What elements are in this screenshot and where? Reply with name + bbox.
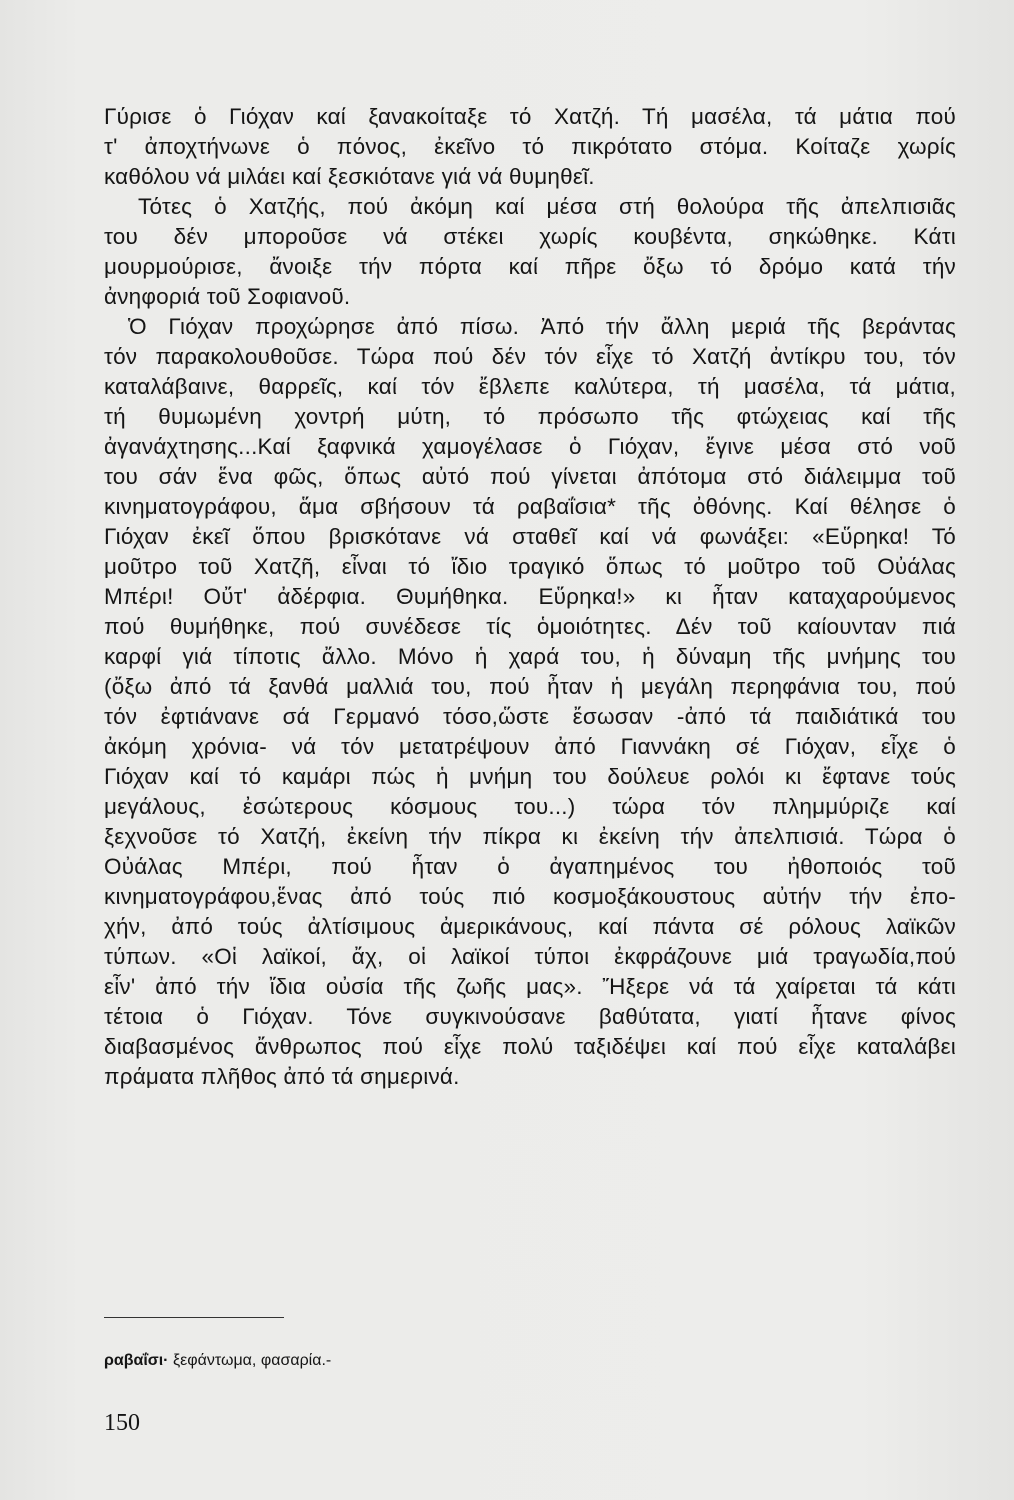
footnote-term: ραβαΐσι· [104, 1352, 169, 1369]
footnote-divider [104, 1317, 284, 1318]
text-line: πού θυμήθηκε, πού συνέδεσε τίς ὁμοιότητες. Δέν τοῦ καίουνταν πιά [104, 614, 956, 639]
text-line: του σάν ἕνα φῶς, ὅπως αὐτό πού γίνεται ἀπότομα στό διάλειμμα τοῦ [104, 464, 956, 489]
body-text [104, 102, 956, 1092]
text-line: Γιόχαν ἐκεῖ ὅπου βρισκότανε νά σταθεῖ καί νά φωνάξει: «Εὕρηκα! Τό [104, 524, 956, 549]
text-line: τή θυμωμένη χοντρή μύτη, τό πρόσωπο τῆς φτώχειας καί τῆς [104, 404, 956, 429]
text-line: Τότες ὁ Χατζής, πού ἀκόμη καί μέσα στή θολούρα τῆς ἀπελπισιᾶς [138, 194, 956, 219]
text-line: ξεχνοῦσε τό Χατζή, ἐκείνη τήν πίκρα κι ἐκείνη τήν ἀπελπισιά. Τώρα ὁ [104, 824, 956, 849]
text-line: του δέν μποροῦσε νά στέκει χωρίς κουβέντα, σηκώθηκε. Κάτι [104, 224, 956, 249]
text-line: εἶν' ἀπό τήν ἴδια οὐσία τῆς ζωῆς μας». Ἤξερε νά τά χαίρεται τά κάτι [104, 974, 956, 999]
text-line: ἀκόμη χρόνια- νά τόν μετατρέψουν ἀπό Γιαννάκη σέ Γιόχαν, εἶχε ὁ [104, 734, 956, 759]
text-line: καθόλου νά μιλάει καί ξεσκιότανε γιά νά θυμηθεῖ. [104, 164, 595, 189]
text-line: τόν παρακολουθοῦσε. Τώρα πού δέν τόν εἶχε τό Χατζή ἀντίκρυ του, τόν [104, 344, 956, 369]
text-line: Γύρισε ὁ Γιόχαν καί ξανακοίταξε τό Χατζή. Τή μασέλα, τά μάτια πού [104, 104, 956, 129]
text-line: ἀνηφοριά τοῦ Σοφιανοῦ. [104, 284, 351, 309]
text-line: κινηματογράφου, ἅμα σβήσουν τά ραβαΐσια* τῆς ὀθόνης. Καί θέλησε ὁ [104, 494, 956, 519]
footnote [104, 1350, 331, 1372]
text-line: μεγάλους, ἐσώτερους κόσμους του...) τώρα τόν πλημμύριζε καί [104, 794, 956, 819]
text-line: μοῦτρο τοῦ Χατζῆ, εἶναι τό ἴδιο τραγικό ὅπως τό μοῦτρο τοῦ Οὐάλας [104, 554, 956, 579]
text-line: τ' ἀποχτήνωνε ὁ πόνος, ἐκεῖνο τό πικρότατο στόμα. Κοίταζε χωρίς [104, 134, 956, 159]
text-line: κινηματογράφου,ἕνας ἀπό τούς πιό κοσμοξάκουστους αὐτήν τήν ἐπο- [104, 884, 956, 909]
text-line: καταλάβαινε, θαρρεῖς, καί τόν ἔβλεπε καλύτερα, τή μασέλα, τά μάτια, [104, 374, 956, 399]
text-line: Οὐάλας Μπέρι, πού ἦταν ὁ ἀγαπημένος του ἠθοποιός τοῦ [104, 854, 956, 879]
text-line: ἀγανάχτησης...Καί ξαφνικά χαμογέλασε ὁ Γιόχαν, ἔγινε μέσα στό νοῦ [104, 434, 956, 459]
text-line: Γιόχαν καί τό καμάρι πώς ἡ μνήμη του δούλευε ρολόι κι ἔφτανε τούς [104, 764, 956, 789]
text-line: καρφί γιά τίποτις ἄλλο. Μόνο ἡ χαρά του, ἡ δύναμη τῆς μνήμης του [104, 644, 956, 669]
text-line: διαβασμένος ἄνθρωπος πού εἶχε πολύ ταξιδέψει καί πού εἶχε καταλάβει [104, 1034, 956, 1059]
page-number: 150 [104, 1410, 140, 1436]
text-line: Μπέρι! Οὔτ' ἀδέρφια. Θυμήθηκα. Εὕρηκα!» κι ἦταν καταχαρούμενος [104, 584, 956, 609]
text-line: τόν ἐφτιάνανε σά Γερμανό τόσο,ὥστε ἔσωσαν -ἀπό τά παιδιάτικά του [104, 704, 956, 729]
text-line: χήν, ἀπό τούς ἀλτίσιμους ἀμερικάνους, καί πάντα σέ ρόλους λαϊκῶν [104, 914, 956, 939]
text-line: τέτοια ὁ Γιόχαν. Τόνε συγκινούσανε βαθύτατα, γιατί ἦτανε φίνος [104, 1004, 956, 1029]
text-line: (ὄξω ἀπό τά ξανθά μαλλιά του, πού ἦταν ἡ μεγάλη περηφάνια του, πού [104, 674, 956, 699]
text-line: πράματα πλῆθος ἀπό τά σημερινά. [104, 1064, 460, 1089]
text-line: Ὁ Γιόχαν προχώρησε ἀπό πίσω. Ἀπό τήν ἄλλη μεριά τῆς βεράντας [128, 314, 956, 339]
text-line: τύπων. «Οἱ λαϊκοί, ἄχ, οἱ λαϊκοί τύποι ἐκφράζουνε μιά τραγωδία,πού [104, 944, 956, 969]
footnote-definition: ξεφάντωμα, φασαρία.- [168, 1352, 332, 1369]
text-line: μουρμούρισε, ἄνοιξε τήν πόρτα καί πῆρε ὄξω τό δρόμο κατά τήν [104, 254, 956, 279]
